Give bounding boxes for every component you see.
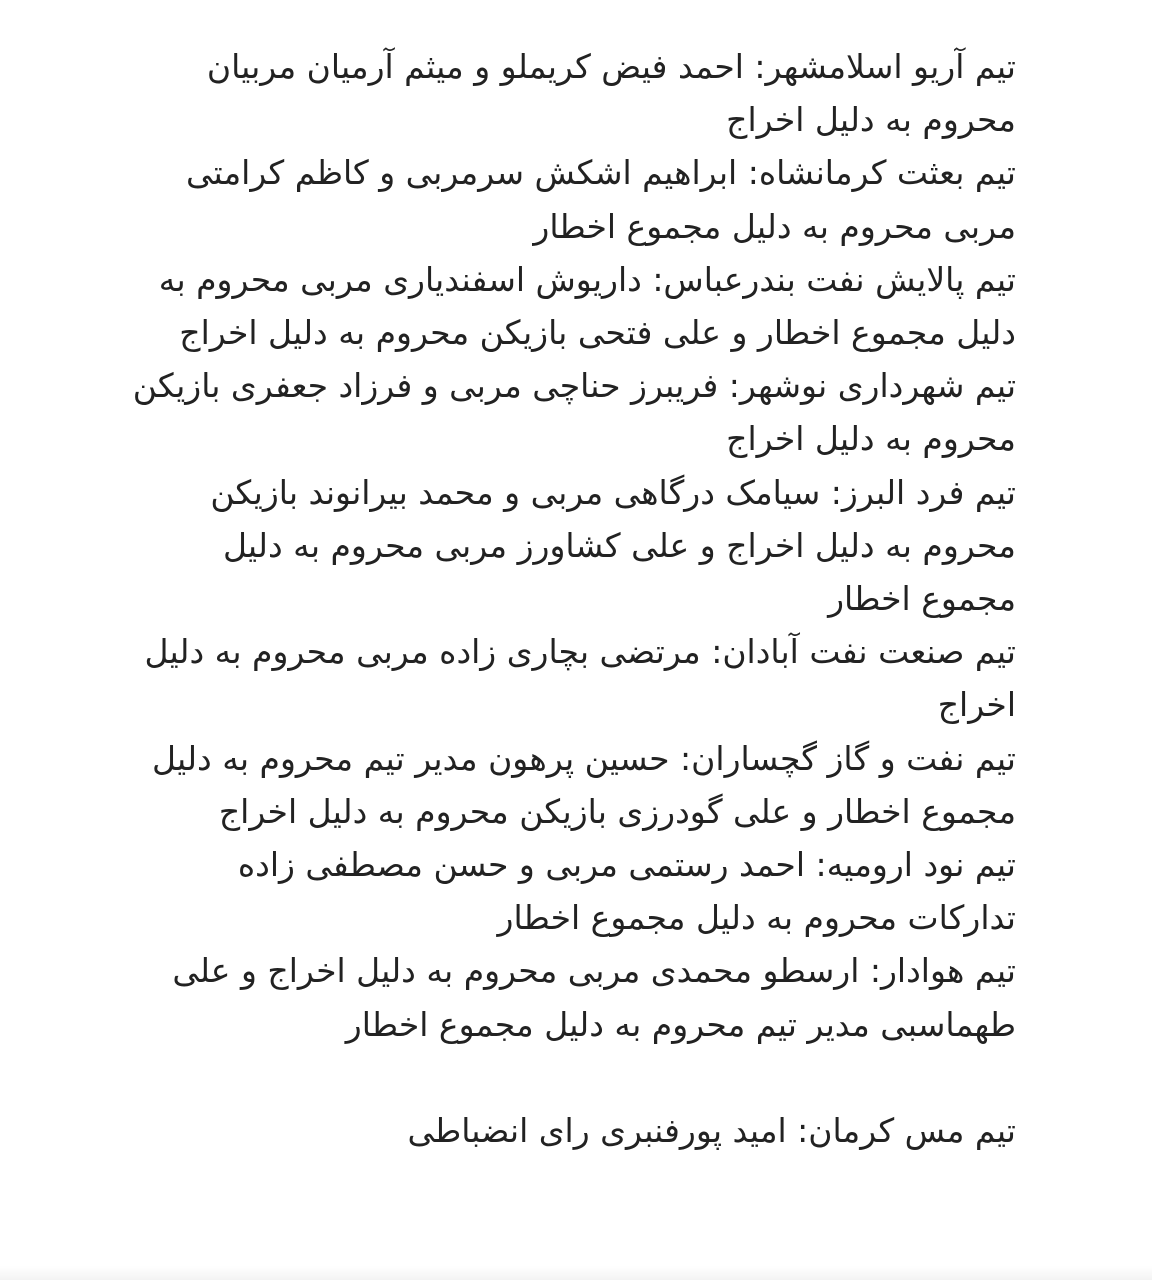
paragraph-navad-urmia: تیم نود ارومیه: احمد رستمی مربی و حسن مصطفی زاده تدارکات محروم به دلیل مجموع اخطار — [237, 845, 1016, 938]
announcement-text — [126, 40, 1016, 1157]
paragraph-besat-kermanshah: تیم بعثت کرمانشاه: ابراهیم اشکش سرمربی و کاظم کرامتی مربی محروم به دلیل مجموع اخطار — [186, 153, 1016, 246]
paragraph-havadar: تیم هوادار: ارسطو محمدی مربی محروم به دلیل اخراج و علی طهماسبی مدیر تیم محروم به دلیل مجموع اخطار — [172, 951, 1016, 1044]
paragraph-shahrdari-nowshahr: تیم شهرداری نوشهر: فریبرز حناچی مربی و فرزاد جعفری بازیکن محروم به دلیل اخراج — [132, 366, 1016, 459]
paragraph-spacer — [126, 1051, 1016, 1104]
bottom-edge — [0, 1266, 1152, 1280]
paragraph-sanat-naft-abadan: تیم صنعت نفت آبادان: مرتضی بچاری زاده مربی محروم به دلیل اخراج — [144, 632, 1016, 725]
paragraph-arya-eslamshahr: تیم آریو اسلامشهر: احمد فیض کریملو و میثم آرمیان مربیان محروم به دلیل اخراج — [206, 47, 1016, 140]
paragraph-naft-gaz-gachsaran: تیم نفت و گاز گچساران: حسین پرهون مدیر تیم محروم به دلیل مجموع اخطار و علی گودرزی بازیکن محروم به دلیل اخراج — [152, 738, 1016, 831]
paragraph-palayesh-naft-bandar-abbas: تیم پالایش نفت بندرعباس: داریوش اسفندیاری مربی محروم به دلیل مجموع اخطار و علی فتحی بازیکن محروم به دلیل اخراج — [158, 259, 1016, 353]
paragraph-mes-kerman: تیم مس کرمان: امید پورفنبری رای انضباطی — [407, 1110, 1016, 1150]
paragraph-fard-alborz: تیم فرد البرز: سیامک درگاهی مربی و محمد بیرانوند بازیکن محروم به دلیل اخراج و علی کشاورز مربی محروم به دلیل مجموع اخطار — [210, 472, 1016, 619]
